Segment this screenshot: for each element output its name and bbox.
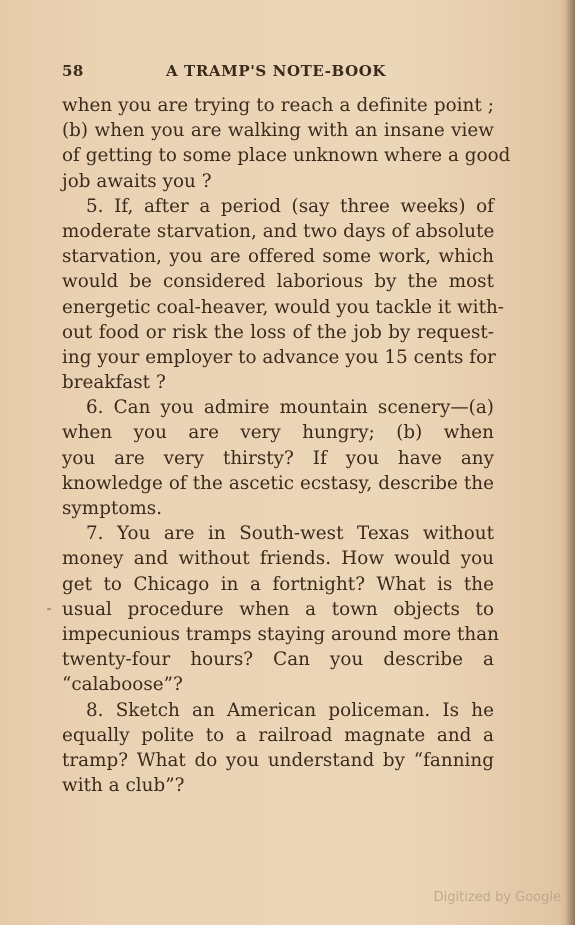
text-line: when you are very hungry; (b) when — [62, 422, 494, 444]
text-line: would be considered laborious by the most — [62, 271, 494, 293]
ink-speck — [47, 608, 51, 610]
running-title: A TRAMP'S NOTE-BOOK — [166, 62, 387, 80]
text-line: symptoms. — [62, 498, 163, 519]
page-edge-shadow — [565, 0, 575, 925]
text-line: impecunious tramps staying around more than — [62, 623, 499, 645]
text-line: 6. Can you admire mountain scenery—(a) — [86, 397, 494, 419]
text-line: “calaboose”? — [62, 674, 183, 696]
text-line: job awaits you ? — [62, 170, 212, 192]
text-line: ing your employer to advance you 15 cents for — [62, 346, 496, 368]
text-line: twenty-four hours? Can you describe a — [62, 649, 494, 671]
text-line: you are very thirsty? If you have any — [62, 447, 494, 469]
text-line: 8. Sketch an American policeman. Is he — [86, 699, 494, 721]
text-line: out food or risk the loss of the job by request- — [62, 321, 494, 343]
text-line: money and without friends. How would you — [62, 548, 494, 570]
text-line: when you are trying to reach a definite point ; — [62, 95, 494, 116]
page-number: 58 — [62, 62, 84, 80]
text-line: moderate starvation, and two days of absolute — [62, 220, 495, 242]
text-line: equally polite to a railroad magnate and a — [62, 724, 494, 746]
body-text — [62, 93, 511, 798]
text-line: with a club”? — [62, 775, 185, 797]
text-line: 7. You are in South-west Texas without — [86, 523, 494, 545]
text-line: 5. If, after a period (say three weeks) of — [86, 195, 494, 217]
text-line: tramp? What do you understand by “fanning — [62, 749, 494, 771]
text-line: knowledge of the ascetic ecstasy, describe the — [62, 472, 494, 494]
digitization-watermark: Digitized by Google — [433, 890, 561, 905]
text-line: of getting to some place unknown where a good — [62, 145, 511, 167]
text-line: breakfast ? — [62, 372, 166, 394]
text-line: get to Chicago in a fortnight? What is the — [62, 573, 494, 595]
text-line: starvation, you are offered some work, which — [62, 246, 494, 268]
text-line: energetic coal-heaver, would you tackle it with- — [62, 296, 505, 318]
text-line: (b) when you are walking with an insane view — [62, 120, 494, 142]
text-line: usual procedure when a town objects to — [62, 598, 494, 620]
running-header — [62, 62, 494, 84]
